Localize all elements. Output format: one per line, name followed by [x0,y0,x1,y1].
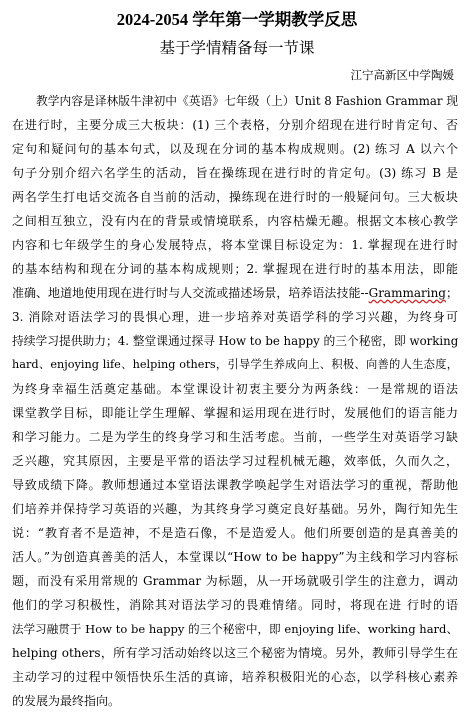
paragraph-line: hard、enjoying life、helping others，引导学生养成向上、积极、向善的人生态度， [12,358,458,371]
paragraph-line: 他们的学习积极性，消除其对语法学习的畏难情绪。同时，将现在进 行时的语 [12,598,458,612]
paragraph-line: 主动学习的过程中领悟快乐生活的真谛，培养积极阳光的心态，以学科核心素养 [12,670,458,684]
paragraph-line: 内容和七年级学生的身心发展特点，将本堂课目标设定为：1. 掌握现在进行时 [12,238,458,252]
paragraph-line: 说：“教育者不是造神，不是造石像，不是造爱人。他们所要创造的是真善美的 [12,526,458,540]
paragraph-line: 们培养并保持学习英语的兴趣，为其终身学习奠定良好基础。另外，陶行知先生 [12,502,458,516]
paragraph-line: 持续学习提供助力；4. 整堂课通过探寻 How to be happy 的三个秘密，即 working [12,334,459,348]
paragraph-line: 和学习能力。二是为学生的终身学习和生活考虑。当前，一些学生对英语学习缺 [12,430,458,444]
paragraph-line: 导致成绩下降。教师想通过本堂语法课教学唤起学生对语法学习的重视，帮助他 [12,478,458,492]
paragraph-line: 的发展为最终指向。 [12,694,121,708]
line-text: 准确、地道地使用现在进行时与人交流或描述场景，培养语法技能-- [12,286,369,300]
paragraph-line: 题，而没有采用常规的 Grammar 为标题，从一开场就吸引学生的注意力，调动 [12,574,458,588]
document-subtitle: 基于学情精备每一节课 [159,39,315,57]
spellcheck-flagged-word: Grammaring [368,286,446,300]
document-title: 2024-2054 学年第一学期教学反思 [116,10,358,29]
paragraph-line: 为终身幸福生活奠定基础。本堂课设计初衷主要分为两条线：一是常规的语法 [12,382,458,396]
author-line: 江宁高新区中学陶媛 [350,68,454,82]
paragraph-line: 两名学生打电话交流各自当前的活动，操练现在进行时的一般疑问句。三大板块 [12,190,458,204]
paragraph-line: 活人。”为创造真善美的活人，本堂课以“How to be happy”为主线和学习内容标 [12,550,458,564]
paragraph-line: 法学习融贯于 How to be happy 的三个秘密中，即 enjoying life、working hard、 [12,622,458,636]
paragraph-line: 之间相互独立，没有内在的背景或情境联系，内容枯燥无趣。根据文本核心教学 [12,214,458,228]
paragraph-line: 乏兴趣，究其原因，主要是平常的语法学习过程机械无趣，效率低，久而久之， [12,454,458,468]
paragraph-line: 课堂教学目标，即能让学生理解、掌握和运用现在进行时，发展他们的语言能力 [12,406,458,420]
paragraph-line [12,282,458,304]
paragraph-line: 的基本结构和现在分词的基本构成规则；2. 掌握现在进行时的基本用法，即能 [12,262,458,276]
paragraph-line: 句子分别介绍六名学生的活动，旨在操练现在进行时的肯定句。(3) 练习 B 是 [12,166,458,180]
line-tail: ； [445,286,458,300]
paragraph-line: helping others，所有学习活动始终以这三个秘密为情境。另外，教师引导学生在 [12,646,458,660]
paragraph-line: 3. 消除对语法学习的畏惧心理，进一步培养对英语学科的学习兴趣，为终身可 [12,310,458,324]
paragraph-line: 定句和疑问句的基本句式，以及现在分词的基本构成规则。(2) 练习 A 以六个 [12,142,458,156]
paragraph-line: 教学内容是译林版牛津初中《英语》七年级（上）Unit 8 Fashion Grammar 现 [36,94,458,108]
paragraph-line: 在进行时，主要分成三大板块：(1) 三个表格，分别介绍现在进行时肯定句、否 [12,118,458,132]
